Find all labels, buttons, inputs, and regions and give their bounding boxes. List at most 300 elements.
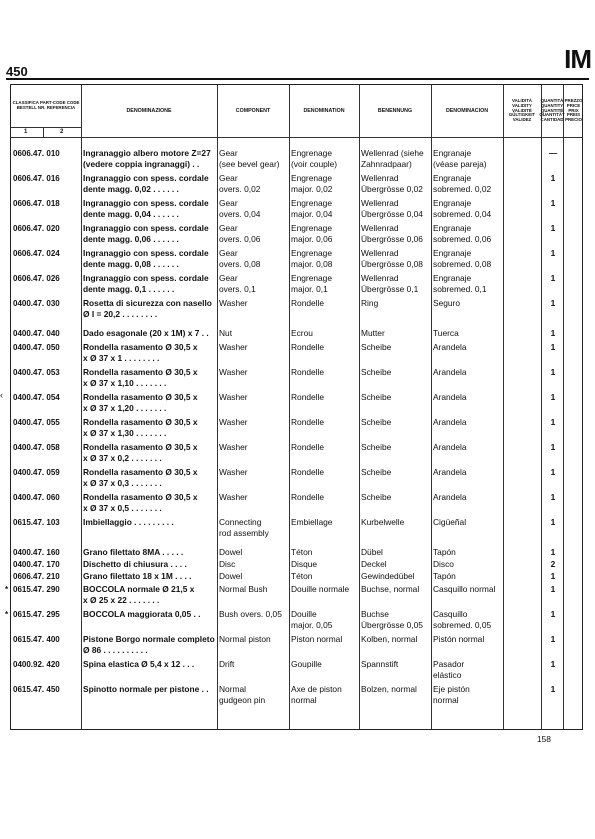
french-denomination-line: Axe de piston <box>291 684 342 694</box>
german-benennung-line: Buchse <box>361 609 389 619</box>
italian-description-line: Grano filettato 8MA . . . . . <box>83 547 184 557</box>
col-divider <box>431 85 432 729</box>
german-benennung-line: Zahnradpaar) <box>361 159 412 169</box>
col-divider <box>541 85 542 729</box>
part-code <box>5 609 83 620</box>
german-benennung <box>361 442 431 453</box>
part-code-value: 0606.47. 210 <box>13 572 60 581</box>
header-prezzo: PREZZO PRICE PRIX PREIS PRECIO <box>564 97 583 123</box>
spanish-denominacion <box>433 367 503 378</box>
spanish-denominacion <box>433 571 503 582</box>
spanish-denominacion-line: Arandela <box>433 392 467 402</box>
english-component-line: Drift <box>219 659 235 669</box>
part-code-value: 0606.47. 020 <box>13 224 60 233</box>
italian-description-line: Dischetto di chiusura . . . . <box>83 559 187 569</box>
italian-description <box>83 492 217 514</box>
italian-description-line: Rondella rasamento Ø 30,5 x <box>83 367 198 377</box>
quantity: 1 <box>550 173 556 183</box>
french-denomination <box>291 198 359 220</box>
quantity: 1 <box>550 342 556 352</box>
spanish-denominacion-line: elástico <box>433 670 462 680</box>
german-benennung <box>361 492 431 503</box>
part-code-value: 0400.47. 050 <box>13 343 60 352</box>
italian-description <box>83 571 217 582</box>
spanish-denominacion <box>433 659 503 681</box>
italian-description-line: x Ø 37 x 1,10 . . . . . . . <box>83 378 167 388</box>
part-code <box>11 492 83 503</box>
quantity: 2 <box>550 559 556 569</box>
italian-description-line: (vedere coppia ingranaggi) . . <box>83 159 200 169</box>
part-code <box>11 392 83 403</box>
quantity: 1 <box>550 684 556 694</box>
spanish-denominacion <box>433 248 503 270</box>
header-code-sub <box>11 127 81 138</box>
german-benennung-line: Übergrösse 0,08 <box>361 259 423 269</box>
spanish-denominacion <box>433 173 503 195</box>
part-code <box>11 442 83 453</box>
french-denomination-line: Piston normal <box>291 634 343 644</box>
french-denomination-line: Engrenage <box>291 223 332 233</box>
part-code-value: 0615.47. 400 <box>13 635 60 644</box>
spanish-denominacion <box>433 328 503 339</box>
quantity: 1 <box>550 571 556 581</box>
spanish-denominacion-line: Pasador <box>433 659 465 669</box>
italian-description <box>83 198 217 220</box>
english-component <box>219 248 289 270</box>
german-benennung-line: Ring <box>361 298 379 308</box>
italian-description <box>83 584 217 606</box>
french-denomination <box>291 442 359 453</box>
part-code <box>11 173 83 184</box>
italian-description-line: BOCCOLA normale Ø 21,5 x <box>83 584 195 594</box>
spanish-denominacion-line: Arandela <box>433 442 467 452</box>
german-benennung <box>361 392 431 403</box>
part-code <box>11 223 83 234</box>
french-denomination-line: Douille <box>291 609 317 619</box>
french-denomination <box>291 547 359 558</box>
german-benennung <box>361 571 431 582</box>
quantity: 1 <box>550 273 556 283</box>
quantity: 1 <box>550 328 556 338</box>
spanish-denominacion <box>433 467 503 478</box>
german-benennung-line: Wellenrad <box>361 273 399 283</box>
part-code <box>11 148 83 159</box>
english-component <box>219 659 289 670</box>
english-component-line: overs. 0,04 <box>219 209 261 219</box>
italian-description-line: Rondella rasamento Ø 30,5 x <box>83 417 198 427</box>
col-divider <box>289 85 290 729</box>
part-code <box>11 328 83 339</box>
section-mark: IM <box>564 44 591 74</box>
german-benennung-line: Gewindedübel <box>361 571 415 581</box>
italian-description-line: Ingranaggio con spess. cordale <box>83 173 209 183</box>
spanish-denominacion <box>433 198 503 220</box>
english-component <box>219 517 289 539</box>
part-code <box>11 571 83 582</box>
italian-description-line: x Ø 37 x 0,5 . . . . . . . <box>83 503 162 513</box>
italian-description <box>83 659 217 670</box>
italian-description-line: x Ø 37 x 1,30 . . . . . . . <box>83 428 167 438</box>
part-code <box>11 659 83 670</box>
part-code-value: 0606.47. 010 <box>13 149 60 158</box>
french-denomination-line: major. 0,08 <box>291 259 333 269</box>
french-denomination-line: Rondelle <box>291 367 325 377</box>
italian-description-line: Grano filettato 18 x 1M . . . . <box>83 571 192 581</box>
english-component-line: (see bevel gear) <box>219 159 280 169</box>
english-component <box>219 342 289 353</box>
part-code-value: 0606.47. 026 <box>13 274 60 283</box>
part-code-value: 0400.47. 060 <box>13 493 60 502</box>
german-benennung-line: Mutter <box>361 328 385 338</box>
french-denomination-line: major. 0,06 <box>291 234 333 244</box>
header-rule <box>11 137 582 138</box>
french-denomination-line: major. 0,1 <box>291 284 328 294</box>
english-component <box>219 559 289 570</box>
italian-description-line: x Ø 37 x 1,20 . . . . . . . <box>83 403 167 413</box>
english-component <box>219 328 289 339</box>
spanish-denominacion <box>433 273 503 295</box>
english-component-line: Gear <box>219 198 238 208</box>
english-component <box>219 442 289 453</box>
english-component-line: Washer <box>219 367 248 377</box>
english-component-line: Gear <box>219 248 238 258</box>
spanish-denominacion <box>433 609 503 631</box>
english-component-line: overs. 0,1 <box>219 284 256 294</box>
spanish-denominacion-line: Tuerca <box>433 328 459 338</box>
italian-description <box>83 609 217 620</box>
english-component <box>219 547 289 558</box>
spanish-denominacion <box>433 584 503 595</box>
quantity: 1 <box>550 517 556 527</box>
english-component-line: rod assembly <box>219 528 269 538</box>
english-component-line: Washer <box>219 492 248 502</box>
header-code: CLASSIFICA PART-CODE CODE BESTELL NR. REFERENCIA <box>12 100 80 110</box>
english-component-line: Normal <box>219 684 246 694</box>
italian-description-line: BOCCOLA maggiorata 0,05 . . <box>83 609 201 619</box>
spanish-denominacion-line: Arandela <box>433 417 467 427</box>
spanish-denominacion <box>433 223 503 245</box>
english-component <box>219 584 289 595</box>
margin-mark: ‹ <box>0 390 3 400</box>
german-benennung <box>361 223 431 245</box>
french-denomination <box>291 273 359 295</box>
german-benennung-line: Scheibe <box>361 442 392 452</box>
spanish-denominacion-line: Engranaje <box>433 173 472 183</box>
italian-description <box>83 442 217 464</box>
german-benennung-line: Dübel <box>361 547 383 557</box>
german-benennung <box>361 298 431 309</box>
header-benennung: BENENNUNG <box>377 107 413 114</box>
english-component <box>219 273 289 295</box>
french-denomination-line: Rondelle <box>291 492 325 502</box>
french-denomination <box>291 584 359 595</box>
english-component-line: Washer <box>219 467 248 477</box>
french-denomination-line: Douille normale <box>291 584 350 594</box>
italian-description <box>83 559 217 570</box>
italian-description-line: dente magg. 0,06 . . . . . . <box>83 234 179 244</box>
part-code-value: 0400.47. 040 <box>13 329 60 338</box>
french-denomination-line: Embiellage <box>291 517 333 527</box>
spanish-denominacion-line: Eje pistón <box>433 684 470 694</box>
part-code <box>11 467 83 478</box>
change-marker: * <box>5 610 9 619</box>
part-code <box>11 273 83 284</box>
part-code-value: 0615.47. 450 <box>13 685 60 694</box>
spanish-denominacion <box>433 634 503 645</box>
header-denominazione: DENOMINAZIONE <box>126 107 172 114</box>
spanish-denominacion <box>433 148 503 170</box>
german-benennung <box>361 248 431 270</box>
german-benennung-line: Wellenrad (siehe <box>361 148 424 158</box>
german-benennung-line: Scheibe <box>361 417 392 427</box>
french-denomination-line: Rondelle <box>291 298 325 308</box>
french-denomination-line: Disque <box>291 559 318 569</box>
french-denomination <box>291 223 359 245</box>
english-component-line: Gear <box>219 223 238 233</box>
quantity: 1 <box>550 442 556 452</box>
french-denomination-line: Ecrou <box>291 328 313 338</box>
header-code-sub1: 1 <box>24 129 28 135</box>
german-benennung-line: Übergrösse 0,05 <box>361 620 423 630</box>
german-benennung <box>361 342 431 353</box>
german-benennung <box>361 684 431 695</box>
italian-description-line: Rosetta di sicurezza con nasello <box>83 298 212 308</box>
english-component <box>219 634 289 645</box>
english-component <box>219 492 289 503</box>
spanish-denominacion-line: Arandela <box>433 467 467 477</box>
col-divider <box>503 85 504 729</box>
german-benennung <box>361 173 431 195</box>
german-benennung <box>361 609 431 631</box>
english-component <box>219 609 289 620</box>
part-code-value: 0606.47. 018 <box>13 199 60 208</box>
german-benennung <box>361 634 431 645</box>
italian-description-line: Ø I = 20,2 . . . . . . . . <box>83 309 158 319</box>
spanish-denominacion-line: sobremed. 0,08 <box>433 259 492 269</box>
german-benennung-line: Scheibe <box>361 392 392 402</box>
part-code-value: 0615.47. 103 <box>13 518 60 527</box>
spanish-denominacion-line: Tapón <box>433 547 456 557</box>
german-benennung-line: Wellenrad <box>361 223 399 233</box>
italian-description-line: Rondella rasamento Ø 30,5 x <box>83 492 198 502</box>
spanish-denominacion-line: normal <box>433 695 459 705</box>
english-component <box>219 198 289 220</box>
english-component <box>219 392 289 403</box>
french-denomination <box>291 173 359 195</box>
part-code <box>11 547 83 558</box>
french-denomination <box>291 248 359 270</box>
header-denomination: DENOMINATION <box>303 107 345 114</box>
spanish-denominacion-line: Engranaje <box>433 198 472 208</box>
spanish-denominacion-line: Arandela <box>433 342 467 352</box>
spanish-denominacion <box>433 392 503 403</box>
part-code-value: 0400.47. 055 <box>13 418 60 427</box>
italian-description-line: Dado esagonale (20 x 1M) x 7 . . <box>83 328 209 338</box>
spanish-denominacion-line: Arandela <box>433 367 467 377</box>
german-benennung-line: Wellenrad <box>361 173 399 183</box>
french-denomination-line: Téton <box>291 547 313 557</box>
spanish-denominacion-line: Pistón normal <box>433 634 485 644</box>
english-component-line: overs. 0,06 <box>219 234 261 244</box>
german-benennung-line: Übergrösse 0,1 <box>361 284 419 294</box>
italian-description-line: Imbiellaggio . . . . . . . . . <box>83 517 174 527</box>
italian-description-line: Spinotto normale per pistone . . <box>83 684 209 694</box>
german-benennung-line: Spannstift <box>361 659 399 669</box>
english-component-line: Nut <box>219 328 233 338</box>
english-component-line: Washer <box>219 298 248 308</box>
header-component: COMPONENT <box>235 107 271 114</box>
italian-description <box>83 392 217 414</box>
french-denomination-line: Engrenage <box>291 273 332 283</box>
part-code <box>5 584 83 595</box>
part-code-value: 0400.47. 053 <box>13 368 60 377</box>
italian-description <box>83 684 217 695</box>
german-benennung-line: Bolzen, normal <box>361 684 417 694</box>
italian-description-line: x Ø 25 x 22 . . . . . . . <box>83 595 160 605</box>
italian-description <box>83 273 217 295</box>
german-benennung <box>361 367 431 378</box>
part-code <box>11 367 83 378</box>
spanish-denominacion <box>433 342 503 353</box>
french-denomination <box>291 609 359 631</box>
spanish-denominacion <box>433 559 503 570</box>
english-component <box>219 684 289 706</box>
english-component <box>219 223 289 245</box>
part-code-value: 0400.47. 059 <box>13 468 60 477</box>
part-code-value: 0400.47. 058 <box>13 443 60 452</box>
french-denomination <box>291 559 359 570</box>
italian-description-line: Rondella rasamento Ø 30,5 x <box>83 392 198 402</box>
quantity: 1 <box>550 659 556 669</box>
part-code-value: 0606.47. 016 <box>13 174 60 183</box>
quantity: 1 <box>550 634 556 644</box>
german-benennung <box>361 517 431 528</box>
english-component-line: Normal piston <box>219 634 271 644</box>
italian-description-line: Ingranaggio con spess. cordale <box>83 198 209 208</box>
french-denomination <box>291 148 359 170</box>
italian-description <box>83 298 217 320</box>
part-code <box>11 684 83 695</box>
french-denomination <box>291 328 359 339</box>
italian-description <box>83 148 217 170</box>
quantity: 1 <box>550 392 556 402</box>
part-code <box>11 559 83 570</box>
german-benennung <box>361 547 431 558</box>
spanish-denominacion <box>433 417 503 428</box>
french-denomination <box>291 392 359 403</box>
header-validita: VALIDITÀ VALIDITY VALIDITÉ GÜLTIGKEIT VALIDEZ <box>508 97 536 123</box>
german-benennung <box>361 198 431 220</box>
part-code-value: 0400.47. 054 <box>13 393 60 402</box>
italian-description-line: Pistone Borgo normale completo <box>83 634 215 644</box>
quantity: — <box>548 148 558 158</box>
italian-description <box>83 367 217 389</box>
german-benennung-line: Wellenrad <box>361 198 399 208</box>
spanish-denominacion-line: sobremed. 0,1 <box>433 284 487 294</box>
quantity: 1 <box>550 547 556 557</box>
french-denomination-line: major. 0,05 <box>291 620 333 630</box>
french-denomination-line: (voir couple) <box>291 159 338 169</box>
italian-description <box>83 173 217 195</box>
italian-description-line: Rondella rasamento Ø 30,5 x <box>83 342 198 352</box>
spanish-denominacion-line: sobremed. 0,06 <box>433 234 492 244</box>
header-code-sub2: 2 <box>60 129 64 135</box>
english-component-line: Washer <box>219 342 248 352</box>
french-denomination <box>291 367 359 378</box>
english-component-line: Dowel <box>219 571 243 581</box>
german-benennung-line: Buchse, normal <box>361 584 420 594</box>
english-component <box>219 298 289 309</box>
spanish-denominacion <box>433 517 503 528</box>
french-denomination-line: Rondelle <box>291 442 325 452</box>
italian-description <box>83 248 217 270</box>
german-benennung-line: Wellenrad <box>361 248 399 258</box>
part-code <box>11 198 83 209</box>
italian-description-line: dente magg. 0,08 . . . . . . <box>83 259 179 269</box>
spanish-denominacion-line: Engranaje <box>433 223 472 233</box>
english-component-line: Washer <box>219 417 248 427</box>
italian-description-line: x Ø 37 x 1 . . . . . . . . <box>83 353 160 363</box>
english-component <box>219 367 289 378</box>
spanish-denominacion-line: Casquillo normal <box>433 584 496 594</box>
french-denomination-line: Engrenage <box>291 198 332 208</box>
italian-description <box>83 547 217 558</box>
english-component-line: Gear <box>219 173 238 183</box>
italian-description-line: x Ø 37 x 0,3 . . . . . . . <box>83 478 162 488</box>
code-sub-divider <box>43 128 44 138</box>
italian-description-line: Ingranaggio con spess. cordale <box>83 273 209 283</box>
english-component-line: overs. 0,02 <box>219 184 261 194</box>
part-code <box>11 342 83 353</box>
part-code <box>11 634 83 645</box>
part-code-value: 0606.47. 024 <box>13 249 60 258</box>
french-denomination-line: normal <box>291 695 317 705</box>
italian-description <box>83 328 217 339</box>
spanish-denominacion <box>433 298 503 309</box>
quantity: 1 <box>550 298 556 308</box>
french-denomination <box>291 298 359 309</box>
part-code <box>11 298 83 309</box>
parts-table <box>5 84 583 730</box>
german-benennung-line: Übergrösse 0,02 <box>361 184 423 194</box>
french-denomination-line: major. 0,02 <box>291 184 333 194</box>
english-component-line: Washer <box>219 392 248 402</box>
footer-page-number: 158 <box>536 734 551 744</box>
german-benennung-line: Scheibe <box>361 367 392 377</box>
header-denominacion: DENOMINACION <box>445 107 489 114</box>
spanish-denominacion <box>433 492 503 503</box>
english-component-line: Normal Bush <box>219 584 268 594</box>
col-divider <box>563 85 564 729</box>
french-denomination <box>291 342 359 353</box>
italian-description-line: Rondella rasamento Ø 30,5 x <box>83 442 198 452</box>
english-component-line: overs. 0,08 <box>219 259 261 269</box>
header-quantita: QUANTITÀ QUANTITY QUANTITÉ QUANTITÄT CANTIDAD <box>539 97 565 123</box>
italian-description <box>83 517 217 528</box>
spanish-denominacion-line: Engranaje <box>433 148 472 158</box>
part-code <box>11 248 83 259</box>
col-divider <box>217 85 218 729</box>
german-benennung-line: Übergrösse 0,04 <box>361 209 423 219</box>
french-denomination <box>291 684 359 706</box>
german-benennung <box>361 467 431 478</box>
part-code-value: 0615.47. 295 <box>13 610 60 619</box>
italian-description-line: dente magg. 0,1 . . . . . . <box>83 284 175 294</box>
italian-description-line: dente magg. 0,04 . . . . . . <box>83 209 179 219</box>
italian-description-line: dente magg. 0,02 . . . . . . <box>83 184 179 194</box>
english-component-line: Gear <box>219 148 238 158</box>
english-component-line: Gear <box>219 273 238 283</box>
